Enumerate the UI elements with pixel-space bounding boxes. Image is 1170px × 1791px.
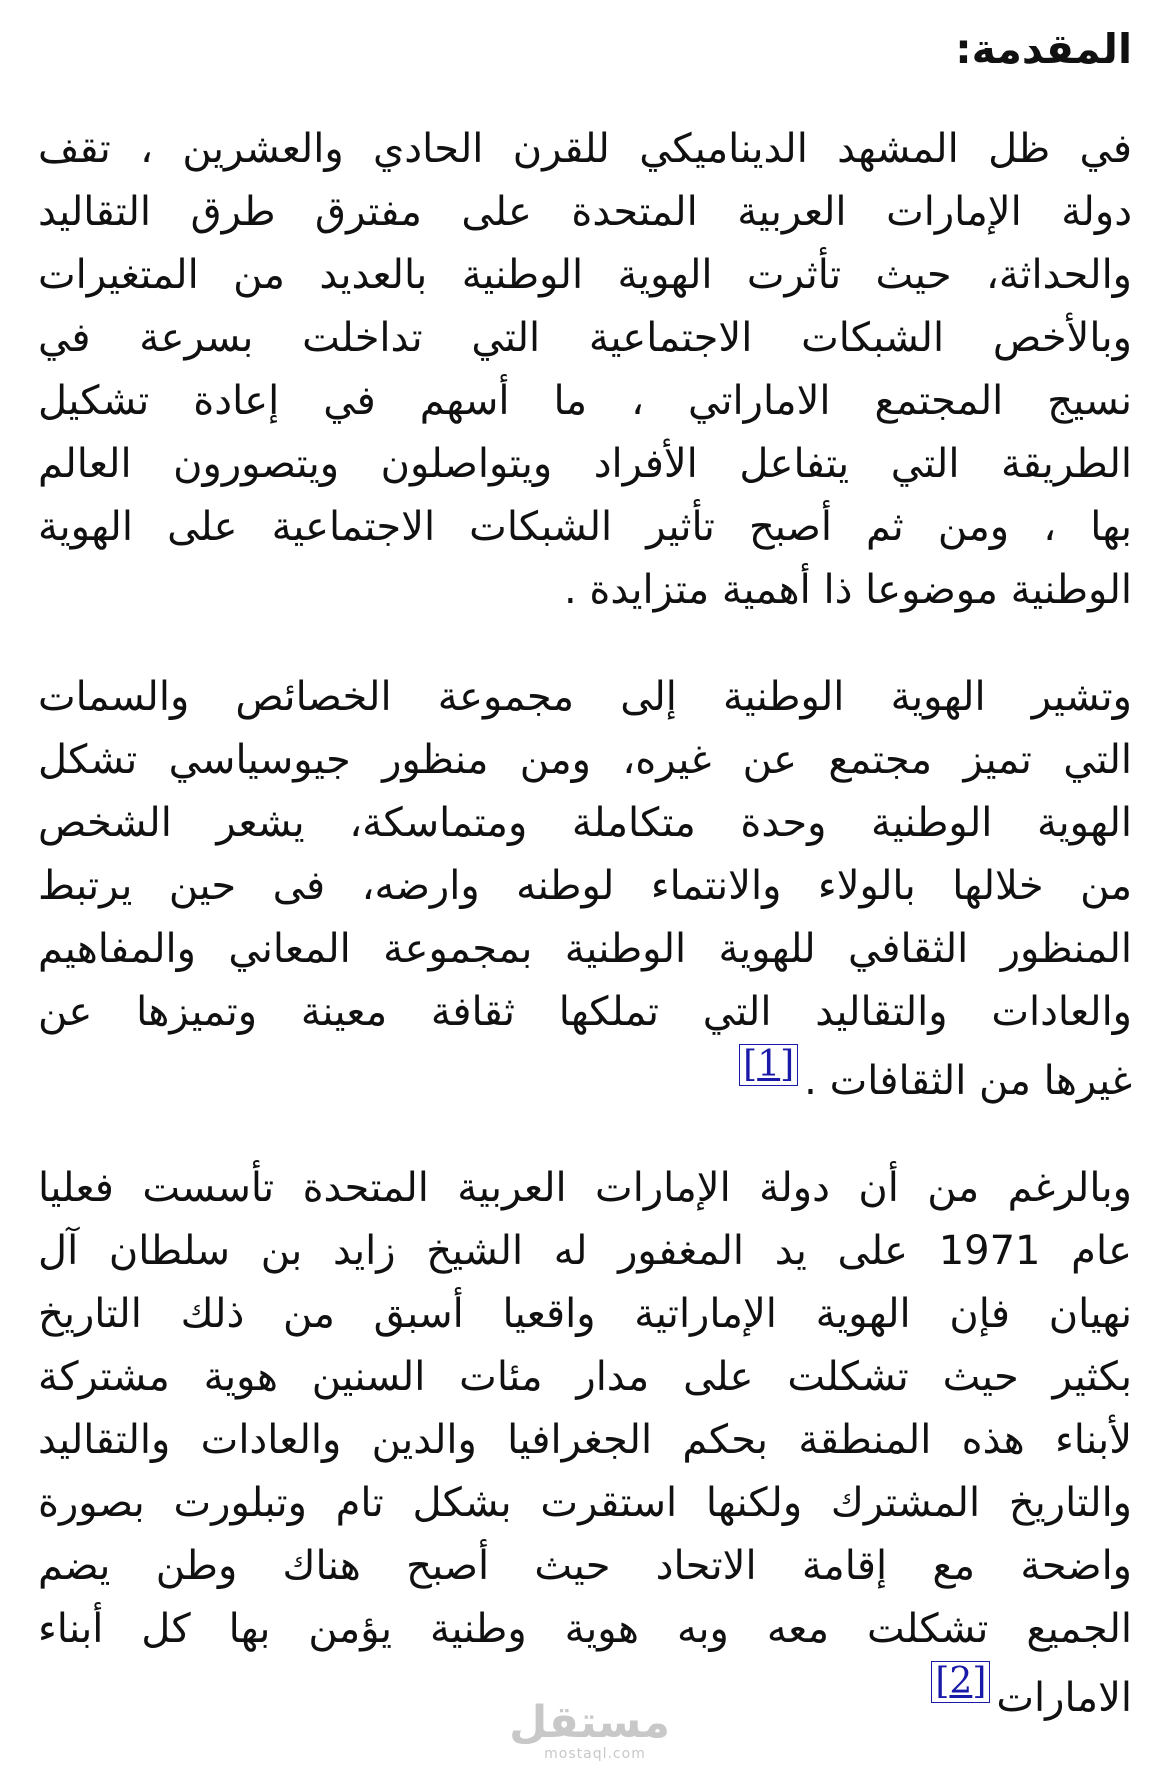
paragraph-intro — [38, 118, 1132, 622]
text-line: والعادات والتقاليد التي تملكها ثقافة معينة وتميزها عن — [38, 989, 1132, 1035]
text-line: من خلالها بالولاء والانتماء لوطنه وارضه، فى حين يرتبط — [38, 863, 1132, 909]
text-line: بها ، ومن ثم أصبح تأثير الشبكات الاجتماعية على الهوية — [38, 504, 1132, 550]
text-line: الجميع تشكلت معه وبه هوية وطنية يؤمن بها كل أبناء — [38, 1606, 1132, 1652]
watermark-logo: مستقل — [509, 1697, 670, 1748]
text-line: بكثير حيث تشكلت على مدار مئات السنين هوية مشتركة — [38, 1354, 1132, 1400]
text-line: والحداثة، حيث تأثرت الهوية الوطنية بالعديد من المتغيرات — [38, 252, 1132, 298]
text-line: في ظل المشهد الديناميكي للقرن الحادي والعشرين ، تقف — [38, 126, 1132, 172]
text-line: نسيج المجتمع الاماراتي ، ما أسهم في إعادة تشكيل — [38, 378, 1132, 424]
text-line: والتاريخ المشترك ولكنها استقرت بشكل تام وتبلورت بصورة — [38, 1480, 1132, 1526]
text-line: الطريقة التي يتفاعل الأفراد ويتواصلون ويتصورون العالم — [38, 441, 1132, 487]
text-line: التي تميز مجتمع عن غيره، ومن منظور جيوسياسي تشكل — [38, 737, 1132, 783]
text-line: عام 1971 على يد المغفور له الشيخ زايد بن سلطان آل — [38, 1228, 1132, 1274]
text-line: وبالرغم من أن دولة الإمارات العربية المتحدة تأسست فعليا — [38, 1165, 1132, 1211]
text-line-with-footnote — [38, 1044, 1132, 1113]
mostaql-watermark — [509, 1697, 670, 1762]
text-line: الهوية الوطنية وحدة متكاملة ومتماسكة، يشعر الشخص — [38, 800, 1132, 846]
footnote-link-2[interactable]: [2] — [931, 1661, 990, 1703]
text-line: واضحة مع إقامة الاتحاد حيث أصبح هناك وطن يضم — [38, 1543, 1132, 1589]
paragraph-uae-history — [38, 1157, 1132, 1730]
text-line: لأبناء هذه المنطقة بحكم الجغرافيا والدين والعادات والتقاليد — [38, 1417, 1132, 1463]
footnote-link-1[interactable]: [1] — [739, 1044, 798, 1086]
text-line: دولة الإمارات العربية المتحدة على مفترق طرق التقاليد — [38, 189, 1132, 235]
text-line: المنظور الثقافي للهوية الوطنية بمجموعة المعاني والمفاهيم — [38, 926, 1132, 972]
text-line: الوطنية موضوعا ذا أهمية متزايدة . — [564, 567, 1132, 613]
text-line-content: غيرها من الثقافات . — [804, 1058, 1132, 1104]
section-heading: المقدمة: — [955, 25, 1132, 73]
text-line: نهيان فإن الهوية الإماراتية واقعيا أسبق من ذلك التاريخ — [38, 1291, 1132, 1337]
watermark-site: mostaql.com — [544, 1746, 646, 1762]
paragraph-national-identity — [38, 666, 1132, 1113]
text-line: وتشير الهوية الوطنية إلى مجموعة الخصائص والسمات — [38, 674, 1132, 720]
text-line-content: الامارات — [996, 1675, 1132, 1721]
text-line: وبالأخص الشبكات الاجتماعية التي تداخلت بسرعة في — [38, 315, 1132, 361]
